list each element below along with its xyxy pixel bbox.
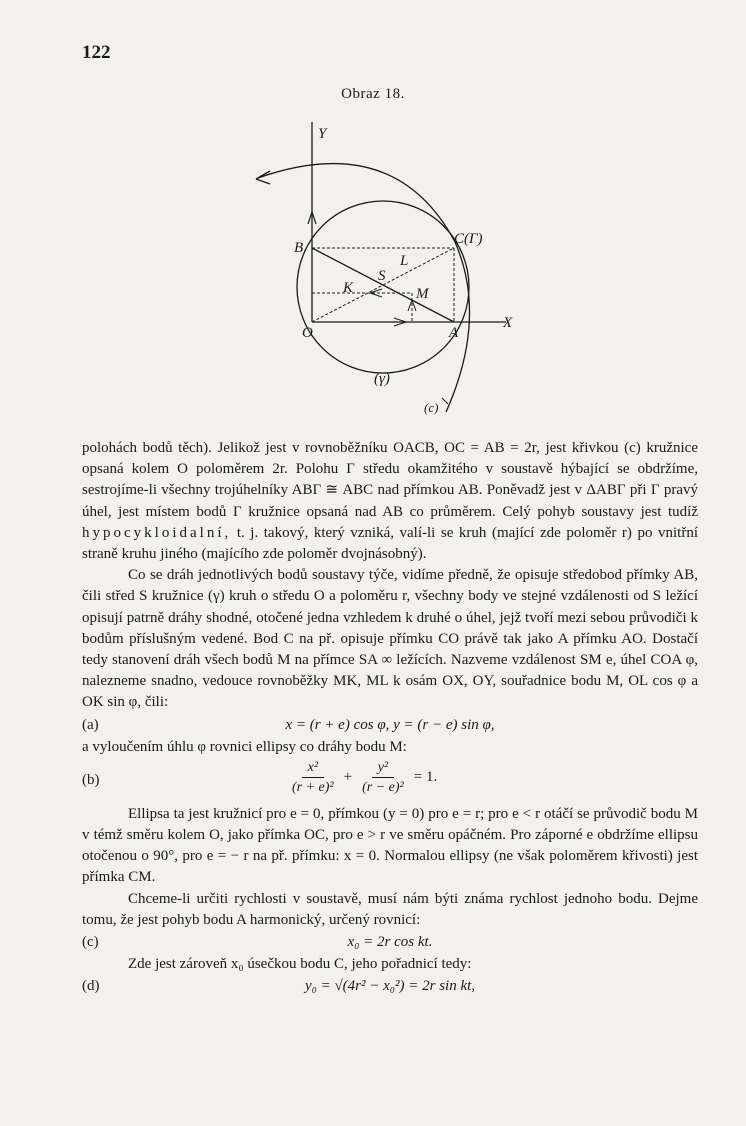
label-b: B: [294, 240, 304, 256]
paragraph-3: a vyloučením úhlu φ rovnici ellipsy co dráhy bodu M:: [82, 738, 407, 755]
c-tick: [442, 398, 448, 404]
paragraph-6: Zde jest zároveň x₀ úsečkou bodu C, jeho pořadnicí tedy:: [128, 956, 472, 973]
mk-arrow-icon: [370, 289, 382, 297]
paragraph-1: polohách bodů těch). Jelikož jest v rovnoběžníku OACB, OC = AB = 2r, jest křivkou (c) kružnice opsaná kolem O poloměrem 2r. Polohu Γ středu okamžitého v soustavě hýbající se obdržíme, sestrojíme-li všechny trojúhelníky ABΓ ≅ ABC nad přímkou AB. Poněvadž jest v ΔABΓ při Γ pravý úhel, jest místem bodů Γ kružnice opsaná nad AB co průměrem. Celý pohyb soustavy jest tudíž hypocykloidalní, t. j. takový, který vzniká, valí-li se kruh (mající zde poloměr r) po vnitřní straně kruhu jiného (majícího zde poloměr dvojnásobný).: [82, 440, 698, 563]
curve-c: [258, 164, 470, 412]
label-gamma: (γ): [374, 371, 390, 387]
equation-tag-c: (c): [82, 934, 99, 951]
equation-d-expr: y₀ = √(4r² − x₀²) = 2r sin kt,: [304, 978, 476, 995]
page-number: 122: [82, 42, 111, 63]
paragraph-2: Co se dráh jednotlivých bodů soustavy týče, vidíme předně, že opisuje středobod přímky AB, čili střed S kružnice (γ) kruh o středu O a poloměru r, všechny body ve stejné vzdálenosti od S ležící opisují patrně dráhy shodné, otočené jedna vzhledem k druhé o úhel, jejž tvoří mezi sebou průvodiči k bodům příslušným vedené. Bod C na př. opisuje přímku CO právě tak jako A přímku AO. Dostačí tedy stanovení dráh všech bodů M na přímce SA ∞ ležících. Nazveme vzdálenost SM e, úhel COA φ, nalezneme snadno, vedouce rovnoběžky MK, ML k osám OX, OY, souřadnice bodu M, OL cos φ a OK sin φ, čili:: [82, 567, 698, 711]
arrow-head-icon: [256, 171, 270, 184]
label-x: X: [503, 315, 513, 331]
equation-d: [82, 975, 698, 998]
paragraph-5: Chceme-li určiti rychlosti v soustavě, musí nám býti známa rychlost jednoho bodu. Dejme tomu, že jest pohyb bodu A harmonický, určený rovnicí:: [82, 890, 698, 928]
circle-gamma: [297, 201, 469, 373]
equation-tag-b: (b): [82, 771, 100, 788]
equation-tag-a: (a): [82, 716, 99, 733]
equation-b-expr: $\frac{\text{x²}}{\text{(r + e)²}}$ + $\frac{\text{y²}}{\text{(r − e)²}}$ = 1.: [288, 758, 443, 797]
label-y: Y: [318, 126, 327, 142]
label-a: A: [449, 325, 459, 341]
figure-caption: Obraz 18.: [341, 86, 405, 102]
body-text: [82, 438, 698, 998]
label-curve-c: (c): [424, 400, 439, 415]
equation-a-expr: x = (r + e) cos φ, y = (r − e) sin φ,: [285, 716, 495, 733]
label-s: S: [378, 268, 386, 284]
fraction-2: $\frac{\text{y²}}{\text{(r − e)²}}$: [362, 759, 404, 795]
equation-c: [82, 931, 698, 954]
equation-b: [82, 758, 698, 804]
label-l: L: [400, 253, 409, 269]
equation-c-expr: x₀ = 2r cos kt.: [347, 934, 433, 951]
paragraph-4: Ellipsa ta jest kružnicí pro e = 0, přímkou (y = 0) pro e = r; pro e < r otáčí se průvodič bodu M v témž směru kolem O, jako přímka OC, pro e > r ve směru opáčném. Pro záporné e obdržíme ellipsu otočenou o 90°, pro e = − r na př. přímku: x = 0. Normalou ellipsy (ne však poloměrem křivosti) jest přímka CM.: [82, 805, 698, 886]
fraction-1: $\frac{\text{x²}}{\text{(r + e)²}}$: [292, 759, 334, 795]
label-m: M: [416, 286, 429, 302]
label-c: C(Γ): [454, 231, 483, 247]
label-o: O: [302, 325, 313, 341]
equation-a: [82, 714, 698, 737]
equation-tag-d: (d): [82, 978, 100, 995]
figure-18: [0, 0, 746, 440]
label-k: K: [343, 280, 354, 296]
